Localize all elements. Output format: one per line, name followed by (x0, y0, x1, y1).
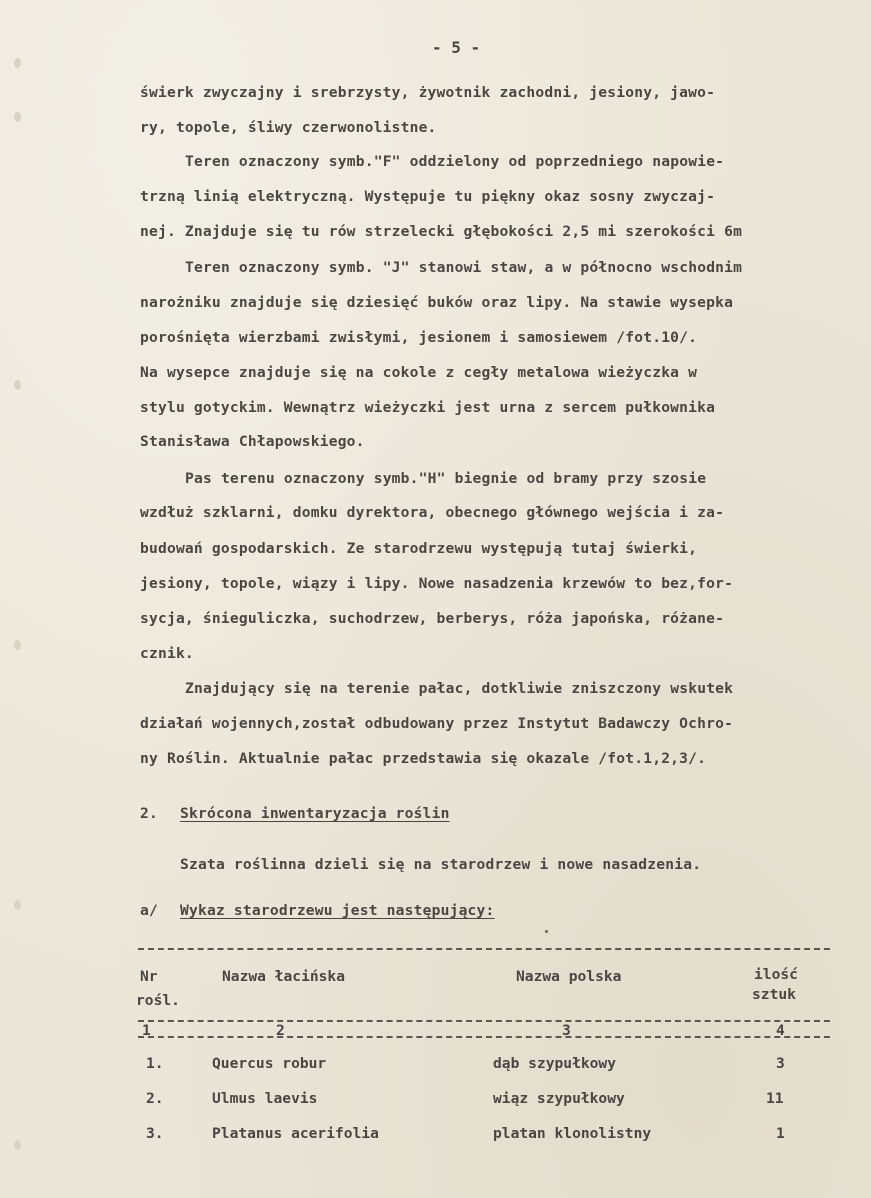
text-line: Pas terenu oznaczony symb."H" biegnie od bramy przy szosie (185, 470, 707, 487)
binding-hole (14, 1140, 21, 1150)
binding-hole (14, 380, 21, 390)
binding-hole (14, 58, 21, 68)
intro-line: Szata roślinna dzieli się na starodrzew i nowe nasadzenia. (180, 856, 702, 873)
text-line: Na wysepce znajduje się na cokole z cegły metalowa wieżyczka w (140, 364, 698, 381)
text-line: świerk zwyczajny i srebrzysty, żywotnik zachodni, jesiony, jawo- (140, 84, 716, 101)
text-line: sycja, śnieguliczka, suchodrzew, berberys, róża japońska, różane- (140, 610, 725, 627)
binding-hole (14, 112, 21, 122)
row-count: 11 (766, 1090, 784, 1107)
text-line: stylu gotyckim. Wewnątrz wieżyczki jest urna z sercem pułkownika (140, 399, 716, 416)
column-number: 2 (276, 1022, 285, 1039)
text-line: Teren oznaczony symb."F" oddzielony od poprzedniego napowie- (185, 153, 725, 170)
row-polish: platan klonolistny (493, 1125, 652, 1142)
text-line: porośnięta wierzbami zwisłymi, jesionem i samosiewem /fot.10/. (140, 329, 698, 346)
text-line: narożniku znajduje się dziesięć buków oraz lipy. Na stawie wysepka (140, 294, 734, 311)
binding-hole (14, 900, 21, 910)
header-nr-sub: rośl. (136, 992, 180, 1009)
header-latin: Nazwa łacińska (222, 968, 346, 985)
page-number: - 5 - (432, 38, 481, 57)
text-line: cznik. (140, 645, 194, 662)
subsection-title: Wykaz starodrzewu jest następujący: (180, 902, 495, 919)
row-count: 3 (776, 1055, 785, 1072)
row-nr: 1. (146, 1055, 164, 1072)
text-line: Stanisława Chłapowskiego. (140, 433, 365, 450)
row-nr: 2. (146, 1090, 164, 1107)
column-number: 1 (142, 1022, 151, 1039)
text-line: nej. Znajduje się tu rów strzelecki głębokości 2,5 mi szerokości 6m (140, 223, 743, 240)
text-line: działań wojennych,został odbudowany przez Instytut Badawczy Ochro- (140, 715, 734, 732)
row-polish: dąb szypułkowy (493, 1055, 617, 1072)
text-line: wzdłuż szklarni, domku dyrektora, obecnego głównego wejścia i za- (140, 504, 725, 521)
binding-hole (14, 640, 21, 650)
text-line: Teren oznaczony symb. "J" stanowi staw, a w północno wschodnim (185, 259, 743, 276)
header-rule (138, 1020, 830, 1022)
table-top-rule (138, 948, 830, 950)
text-line: ry, topole, śliwy czerwonolistne. (140, 119, 437, 136)
row-latin: Platanus acerifolia (212, 1125, 379, 1142)
text-line: budowań gospodarskich. Ze starodrzewu występują tutaj świerki, (140, 540, 698, 557)
text-line: jesiony, topole, wiązy i lipy. Nowe nasadzenia krzewów to bez,for- (140, 575, 734, 592)
text-line: ny Roślin. Aktualnie pałac przedstawia się okazale /fot.1,2,3/. (140, 750, 707, 767)
row-polish: wiąz szypułkowy (493, 1090, 625, 1107)
header-nr: Nr (140, 968, 158, 985)
row-latin: Quercus robur (212, 1055, 327, 1072)
column-number: 4 (776, 1022, 785, 1039)
row-count: 1 (776, 1125, 785, 1142)
text-line: Znajdujący się na terenie pałac, dotkliwie zniszczony wskutek (185, 680, 734, 697)
subsection-label: a/ (140, 902, 158, 919)
header-count-sub: sztuk (752, 986, 796, 1003)
text-line: trzną linią elektryczną. Występuje tu piękny okaz sosny zwyczaj- (140, 188, 716, 205)
row-nr: 3. (146, 1125, 164, 1142)
section-number: 2. (140, 805, 158, 822)
header-polish: Nazwa polska (516, 968, 622, 985)
ink-speck (545, 930, 548, 933)
header-count: ilość (754, 966, 798, 983)
section-title: Skrócona inwentaryzacja roślin (180, 805, 450, 822)
row-latin: Ulmus laevis (212, 1090, 318, 1107)
column-number: 3 (562, 1022, 571, 1039)
column-number-rule (138, 1036, 830, 1038)
